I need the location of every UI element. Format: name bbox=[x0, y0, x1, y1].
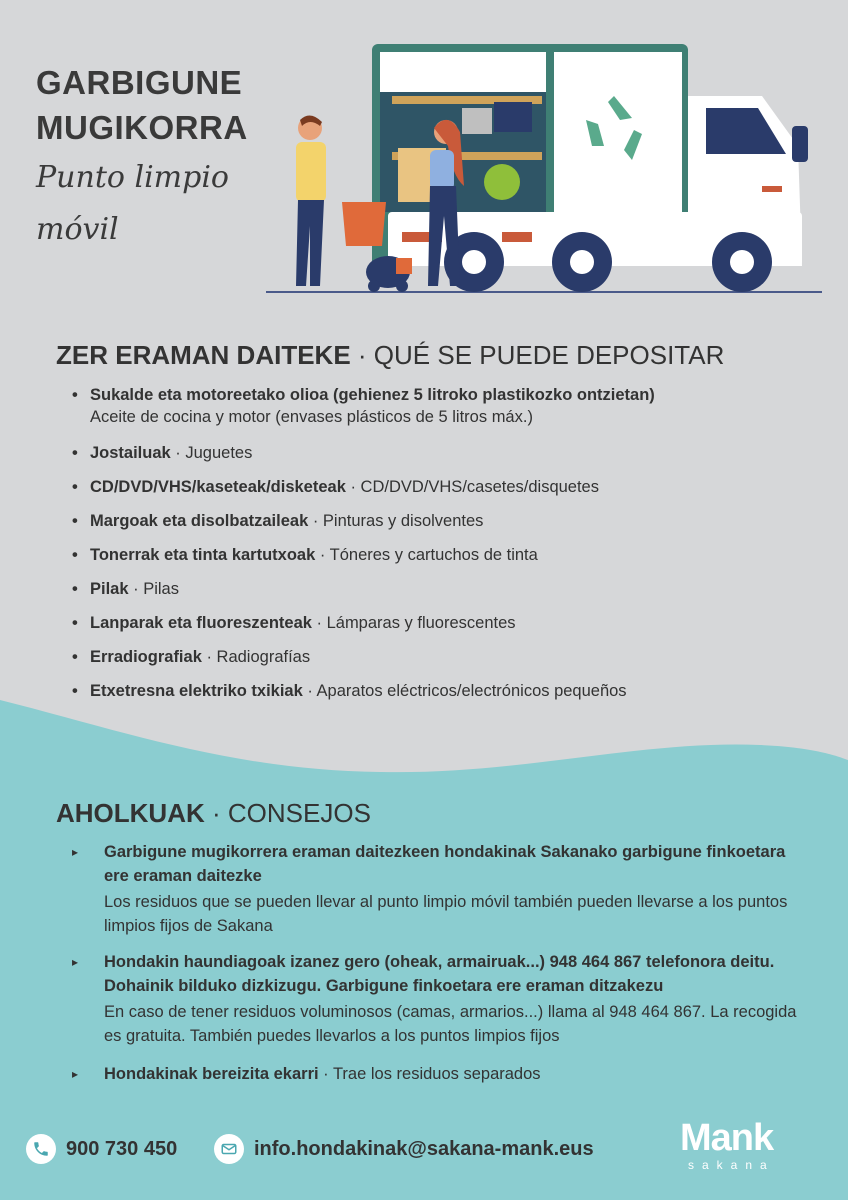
advice-list bbox=[72, 840, 802, 1086]
item-label-es: · Aparatos eléctricos/electrónicos pequeños bbox=[302, 682, 627, 700]
advice-heading-eu: AHOLKUAK bbox=[56, 798, 205, 828]
item-label-eu: Erradiografiak bbox=[90, 648, 202, 666]
list-item bbox=[70, 544, 770, 566]
list-item bbox=[70, 442, 770, 464]
list-item bbox=[72, 840, 802, 938]
item-label-es: · Juguetes bbox=[170, 444, 253, 462]
list-item bbox=[70, 578, 770, 600]
list-item bbox=[70, 510, 770, 532]
item-label-es: · Radiografías bbox=[201, 648, 311, 666]
phone-contact[interactable] bbox=[26, 1134, 177, 1164]
list-item bbox=[70, 680, 770, 702]
email-contact[interactable] bbox=[214, 1134, 594, 1164]
item-label-eu: Etxetresna elektriko txikiak bbox=[90, 682, 303, 700]
deposit-list bbox=[70, 384, 770, 702]
item-label-eu: Pilak bbox=[90, 580, 129, 598]
list-item bbox=[70, 384, 770, 428]
mail-icon bbox=[214, 1134, 244, 1164]
item-label-eu: Sukalde eta motoreetako olioa (gehienez 5 litroko plastikozko ontzietan) bbox=[90, 386, 655, 404]
deposit-heading bbox=[56, 340, 724, 371]
item-label-es: Aceite de cocina y motor (envases plásticos de 5 litros máx.) bbox=[90, 408, 533, 426]
item-label-eu: Margoak eta disolbatzaileak bbox=[90, 512, 309, 530]
advice-label-eu: ▸ Hondakin haundiagoak izanez gero (oheak, armairuak...) 948 464 867 telefonora deitu. Dohainik bilduko dizkizugu. Garbigune finkoetara ere eraman ditzakezu bbox=[104, 953, 775, 995]
logo-name: Mank bbox=[680, 1117, 774, 1159]
item-label-es: · Pilas bbox=[128, 580, 179, 598]
subtitle-line-1: Punto limpio bbox=[36, 160, 229, 195]
subtitle-line-2: móvil bbox=[36, 212, 119, 247]
email-address[interactable]: info.hondakinak@sakana-mank.eus bbox=[254, 1137, 594, 1160]
deposit-heading-es: · QUÉ SE PUEDE DEPOSITAR bbox=[357, 340, 725, 370]
list-item bbox=[72, 950, 802, 1048]
phone-number[interactable]: 900 730 450 bbox=[66, 1137, 178, 1160]
title-line-1: GARBIGUNE bbox=[36, 64, 243, 101]
title-block bbox=[36, 60, 248, 254]
list-item bbox=[70, 646, 770, 668]
advice-label-es: · Trae los residuos separados bbox=[318, 1065, 541, 1083]
item-label-eu: CD/DVD/VHS/kaseteak/disketeak bbox=[90, 478, 346, 496]
item-label-es: · Pinturas y disolventes bbox=[308, 512, 484, 530]
truck-illustration bbox=[262, 36, 828, 298]
list-item bbox=[70, 476, 770, 498]
title-line-2: MUGIKORRA bbox=[36, 109, 248, 146]
list-item bbox=[72, 1062, 802, 1086]
advice-label-eu: Hondakinak bereizita ekarri bbox=[104, 1065, 319, 1083]
advice-heading-es: · CONSEJOS bbox=[212, 798, 371, 828]
deposit-heading-eu: ZER ERAMAN DAITEKE bbox=[56, 340, 351, 370]
item-label-eu: Jostailuak bbox=[90, 444, 171, 462]
item-label-es: · Lámparas y fluorescentes bbox=[311, 614, 516, 632]
advice-label-eu: ▸ Garbigune mugikorrera eraman daitezkeen hondakinak Sakanako garbigune finkoetara ere eraman daitezke bbox=[104, 843, 786, 885]
logo-sub: sakana bbox=[688, 1158, 775, 1172]
item-label-eu: Lanparak eta fluoreszenteak bbox=[90, 614, 312, 632]
item-label-es: · CD/DVD/VHS/casetes/disquetes bbox=[345, 478, 599, 496]
advice-label-es: Los residuos que se pueden llevar al punto limpio móvil también pueden llevarse a los puntos limpios fijos de Sakana bbox=[104, 893, 788, 935]
mank-logo bbox=[680, 1118, 820, 1180]
advice-label-es: En caso de tener residuos voluminosos (camas, armarios...) llama al 948 464 867. La recogida es gratuita. También puedes llevarlos a los puntos limpios fijos bbox=[104, 1003, 797, 1045]
phone-icon bbox=[26, 1134, 56, 1164]
list-item bbox=[70, 612, 770, 634]
advice-heading bbox=[56, 798, 371, 829]
item-label-es: · Tóneres y cartuchos de tinta bbox=[315, 546, 538, 564]
item-label-eu: Tonerrak eta tinta kartutxoak bbox=[90, 546, 316, 564]
